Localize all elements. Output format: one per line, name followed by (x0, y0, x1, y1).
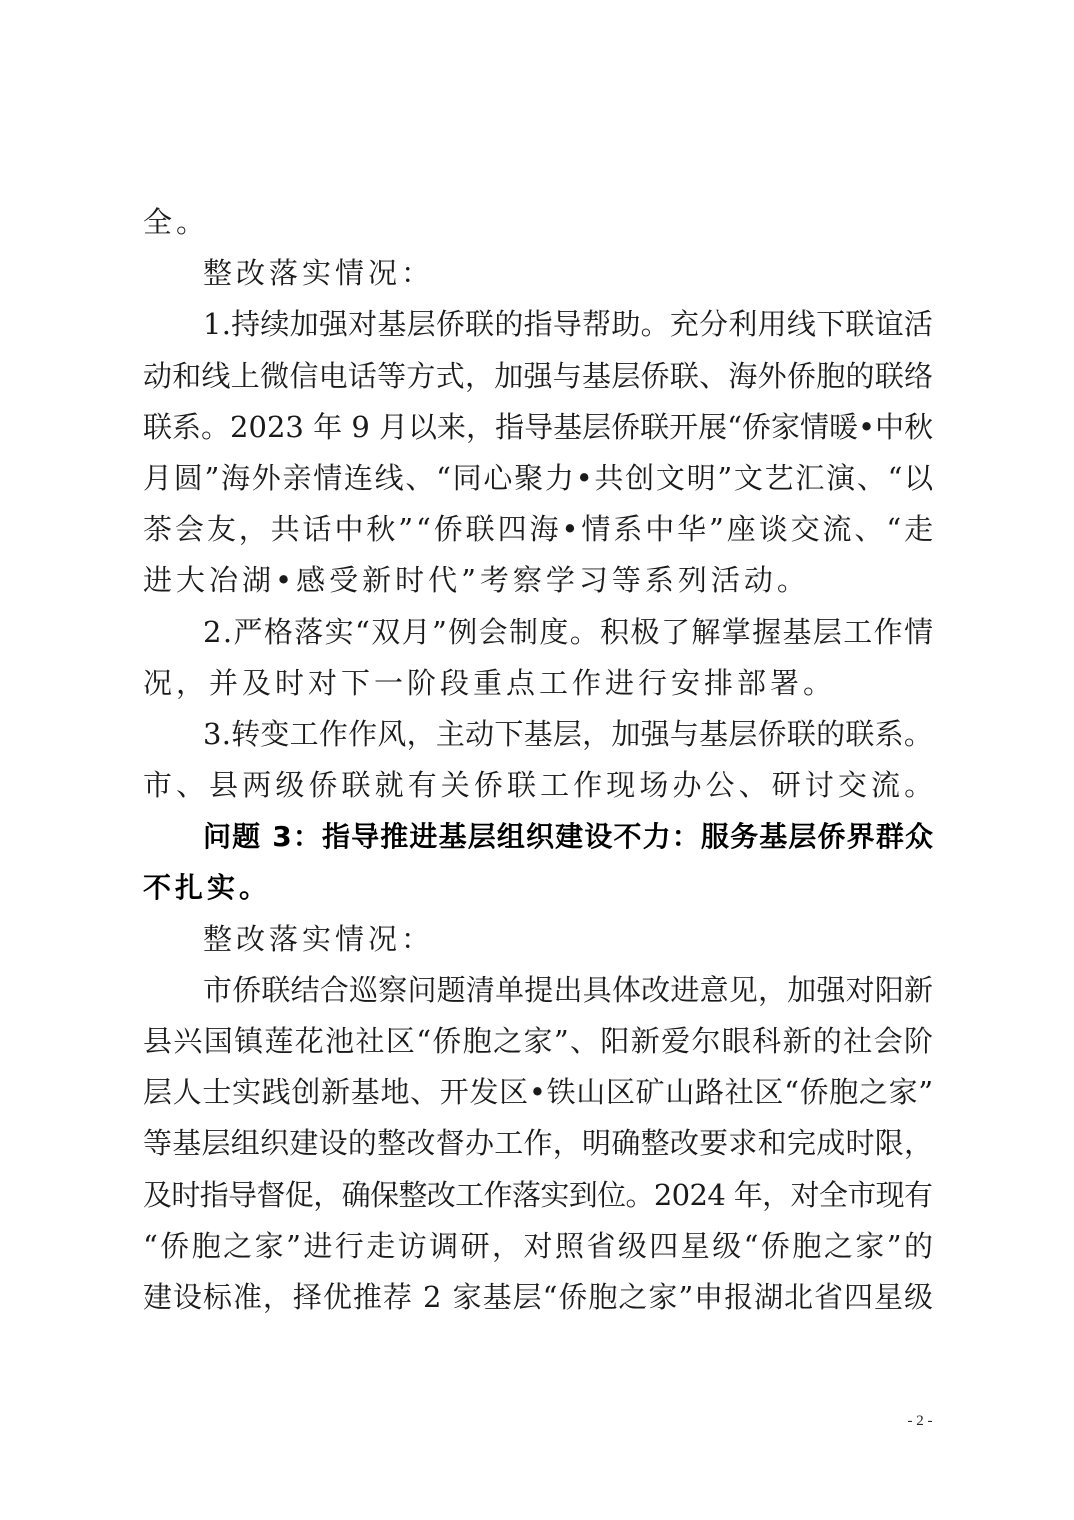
text-line: 进大冶湖•感受新时代”考察学习等系列活动。 (143, 563, 810, 598)
issue-heading-line: 问题 3：指导推进基层组织建设不力：服务基层侨界群众 (203, 820, 935, 854)
page-number: - 2 - (907, 1413, 933, 1429)
text-line: 况，并及时对下一阶段重点工作进行安排部署。 (143, 665, 837, 700)
text-line: 月圆”海外亲情连线、“同心聚力•共创文明”文艺汇演、“以 (143, 460, 935, 495)
issue-heading-line: 不扎实。 (143, 871, 272, 905)
text-line: 动和线上微信电话等方式，加强与基层侨联、海外侨胞的联络 (143, 358, 934, 393)
text-line: 及时指导督促，确保整改工作落实到位。2024 年，对全市现有 (143, 1177, 933, 1212)
text-line: 县兴国镇莲花池社区“侨胞之家”、阳新爱尔眼科新的社会阶 (143, 1024, 935, 1058)
text-line: 层人士实践创新基地、开发区•铁山区矿山路社区“侨胞之家” (143, 1075, 934, 1110)
text-line: 整改落实情况： (203, 256, 435, 291)
text-line: 等基层组织建设的整改督办工作，明确整改要求和完成时限， (143, 1126, 934, 1161)
text-line: 1.持续加强对基层侨联的指导帮助。充分利用线下联谊活 (203, 307, 934, 342)
text-line: “侨胞之家”进行走访调研，对照省级四星级“侨胞之家”的 (143, 1228, 936, 1263)
text-line: 市、县两级侨联就有关侨联工作现场办公、研讨交流。 (143, 768, 938, 803)
text-line: 整改落实情况： (203, 921, 435, 956)
text-line: 市侨联结合巡察问题清单提出具体改进意见，加强对阳新 (203, 972, 934, 1007)
text-line: 茶会友，共话中秋”“侨联四海•情系中华”座谈交流、“走 (143, 512, 936, 547)
body-text (143, 197, 938, 1323)
text-line: 联系。2023 年 9 月以来，指导基层侨联开展“侨家情暖•中秋 (143, 409, 934, 444)
text-line: 3.转变工作作风，主动下基层，加强与基层侨联的联系。 (203, 716, 934, 751)
text-line: 建设标准，择优推荐 2 家基层“侨胞之家”申报湖北省四星级 (143, 1279, 934, 1314)
text-line: 2.严格落实“双月”例会制度。积极了解掌握基层工作情 (203, 614, 935, 649)
text-line: 全。 (143, 205, 210, 239)
